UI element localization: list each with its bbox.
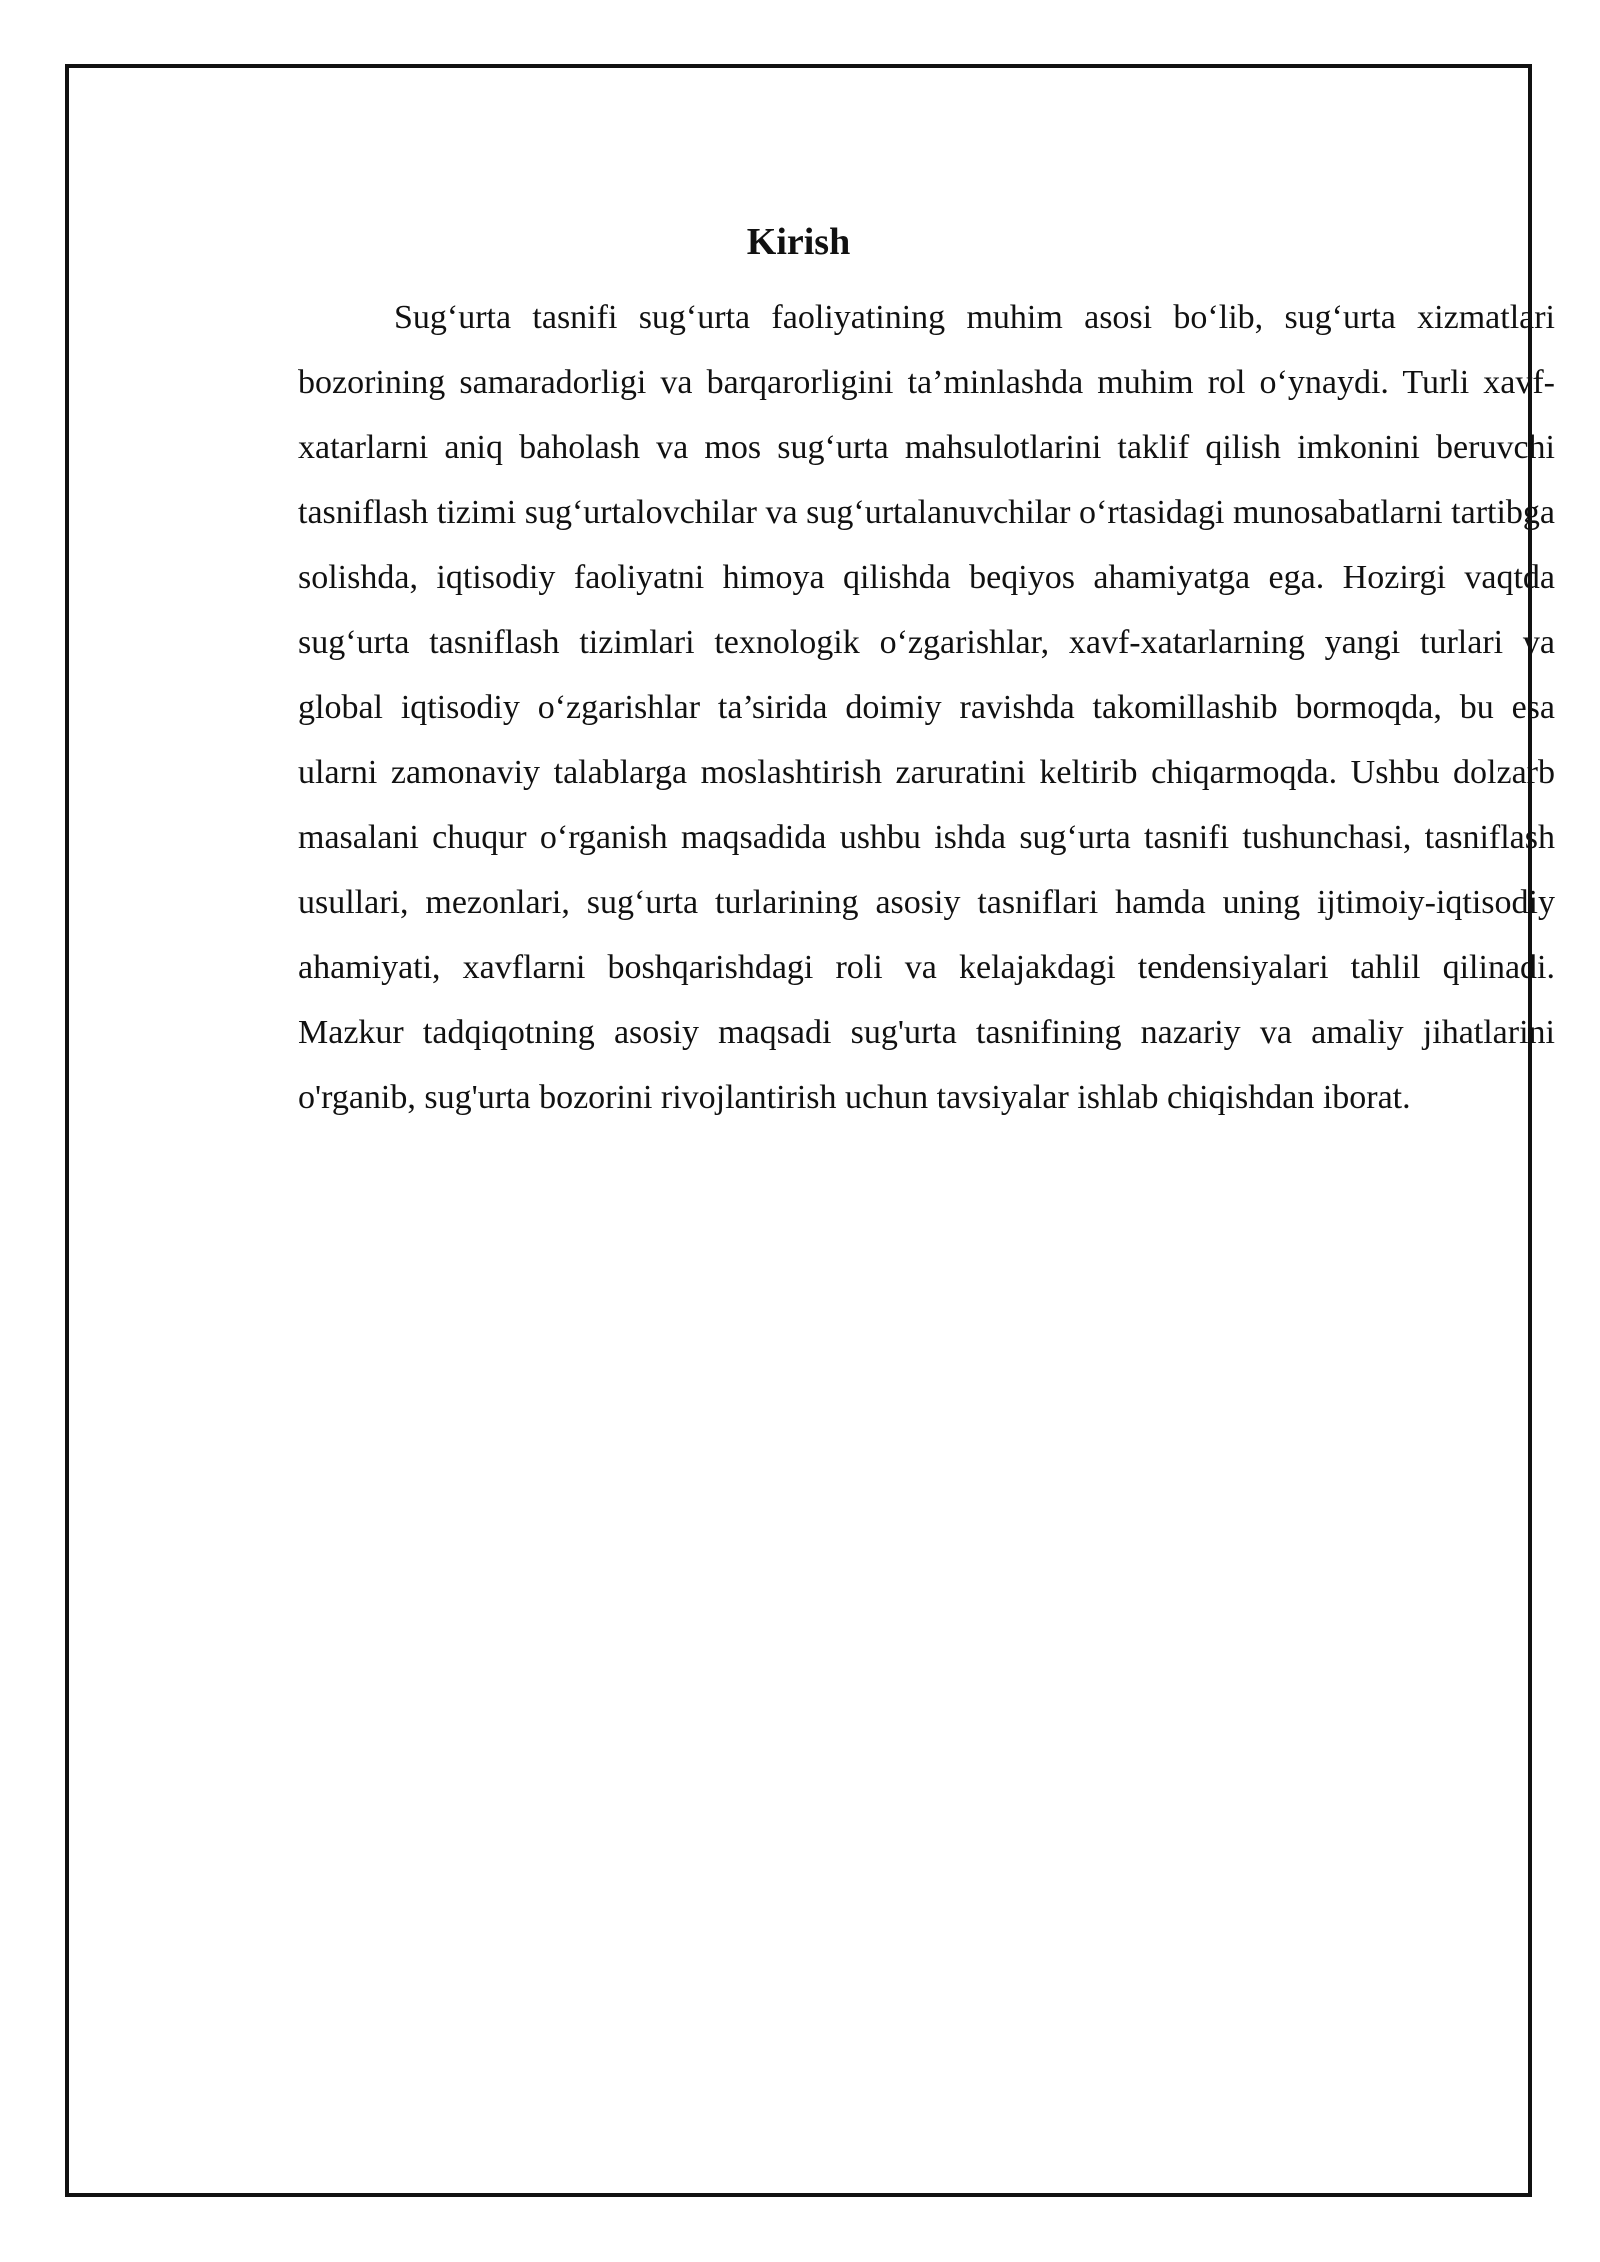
page-border bbox=[65, 64, 1555, 2197]
body-paragraph: Sug‘urta tasnifi sug‘urta faoliyatining muhim asosi bo‘lib, sug‘urta xizmatlari bozorining samaradorligi va barqarorligini ta’minlashda muhim rol o‘ynaydi. Turli xavf-xatarlarni aniq baholash va mos sug‘urta mahsulotlarini taklif qilish imkonini beruvchi tasniflash tizimi sug‘urtalovchilar va sug‘urtalanuvchilar o‘rtasidagi munosabatlarni tartibga solishda, iqtisodiy faoliyatni himoya qilishda beqiyos ahamiyatga ega. Hozirgi vaqtda sug‘urta tasniflash tizimlari texnologik o‘zgarishlar, xavf-xatarlarning yangi turlari va global iqtisodiy o‘zgarishlar ta’sirida doimiy ravishda takomillashib bormoqda, bu esa ularni zamonaviy talablarga moslashtirish zaruratini keltirib chiqarmoqda. Ushbu dolzarb masalani chuqur o‘rganish maqsadida ushbu ishda sug‘urta tasnifi tushunchasi, tasniflash usullari, mezonlari, sug‘urta turlarining asosiy tasniflari hamda uning ijtimoiy-iqtisodiy ahamiyati, xavflarni boshqarishdagi roli va kelajakdagi tendensiyalari tahlil qilinadi. Mazkur tadqiqotning asosiy maqsadi sug'urta tasnifining nazariy va amaliy jihatlarini o'rganib, sug'urta bozorini rivojlantirish uchun tavsiyalar ishlab chiqishdan iborat. bbox=[298, 299, 1555, 1116]
page-title: Kirish bbox=[746, 221, 851, 263]
